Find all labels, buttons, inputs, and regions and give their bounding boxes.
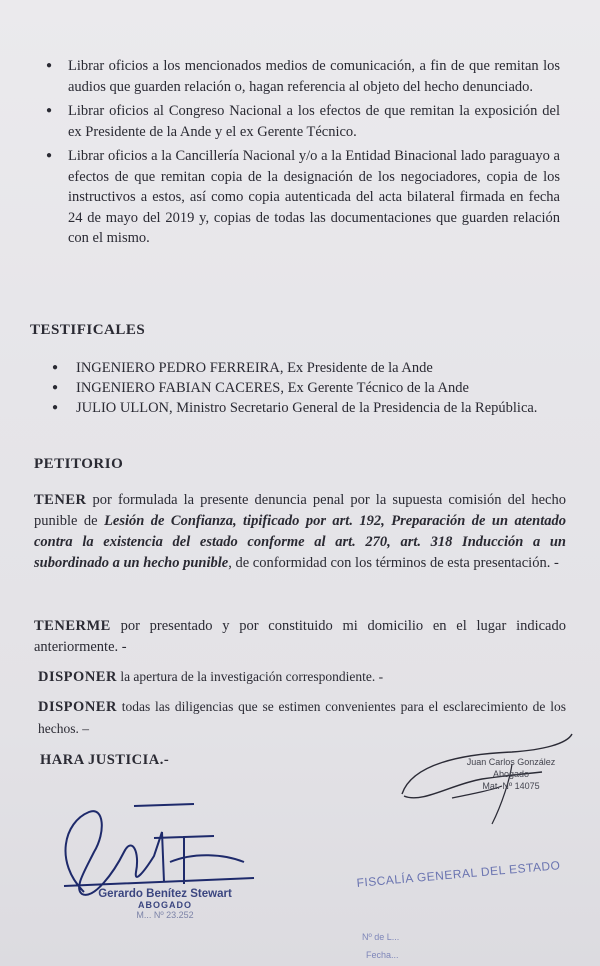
list-item: ● Librar oficios al Congreso Nacional a los efectos de que remitan la exposición del ex Presidente de la Ande y el ex Gerente Técnico. [44, 101, 560, 142]
witness-name: JULIO ULLON [76, 400, 170, 416]
testificales-heading: TESTIFICALES [30, 322, 146, 338]
stamp-role: Abogado [492, 769, 530, 779]
list-item: ● Librar oficios a la Cancillería Nacional y/o a la Entidad Binacional lado paraguayo a efectos de que remitan copia de la designación de los negociadores, copia de los instructivos a estos, así como copia autenticada del acta bilateral firmada en fecha 24 de mayo del 2019 y, copias de todas las documentaciones que guarden relación con el mismo. [44, 146, 560, 249]
witness-name: INGENIERO PEDRO FERREIRA [76, 360, 280, 376]
stamp-role: ABOGADO [138, 900, 192, 910]
stamp-right [446, 756, 576, 792]
stamp-left [70, 888, 260, 920]
list-item [50, 358, 562, 378]
testificales-list [50, 358, 562, 418]
paragraph-text: la apertura de la investigación correspondiente. - [116, 669, 384, 684]
list-item [50, 398, 562, 418]
witness-role: , Ex Presidente de la Ande [279, 360, 433, 376]
stamp-name: Juan Carlos González [466, 757, 556, 767]
keyword: DISPONER [38, 699, 117, 715]
paragraph-text: por presentado y por constituido mi domicilio en el lugar indicado anteriormente. - [34, 618, 566, 655]
stamp-line: Fecha... [366, 950, 399, 960]
closing-text: HARA JUSTICIA.- [40, 752, 170, 768]
witness-role: , Ministro Secretario General de la Presidencia de la República. [169, 400, 538, 416]
paragraph-text: , de conformidad con los términos de esta presentación. - [228, 555, 559, 571]
keyword: TENERME [34, 618, 111, 634]
diligencias-list [44, 56, 560, 253]
keyword: DISPONER [38, 669, 117, 685]
stamp-mat: M... Nº 23.252 [136, 910, 194, 920]
witness-role: , Ex Gerente Técnico de la Ande [280, 380, 469, 396]
list-item: ● Librar oficios a los mencionados medios de comunicación, a fin de que remitan los audios que guarden relación o, hagan referencia al objeto del hecho denunciado. [44, 56, 560, 97]
paragraph-text: por formulada la presente denuncia penal por la supuesta comisión del hecho punible de [34, 492, 566, 529]
stamp-mat: Mat. Nº 14075 [482, 781, 540, 791]
list-item [50, 378, 562, 398]
offense-text: Lesión de Confianza, tipificado por art. 192, Preparación de un atentado contra la existencia del estado conforme al art. 270, art. 318 Inducción a un subordinado a un hecho punible [34, 513, 566, 571]
petitorio-tenerme [34, 616, 566, 658]
paragraph-text: todas las diligencias que se estimen convenientes para el esclarecimiento de los hechos. – [38, 699, 566, 736]
stamp-name: Gerardo Benítez Stewart [98, 888, 232, 900]
petitorio-heading: PETITORIO [34, 456, 124, 472]
keyword: TENER [34, 492, 87, 508]
witness-name: INGENIERO FABIAN CACERES [76, 380, 281, 396]
fiscalia-stamp: FISCALÍA GENERAL DEL ESTADO [356, 858, 561, 890]
petitorio-tener [34, 490, 566, 574]
petitorio-disponer-1 [38, 666, 570, 688]
stamp-line: Nº de L... [362, 932, 400, 942]
